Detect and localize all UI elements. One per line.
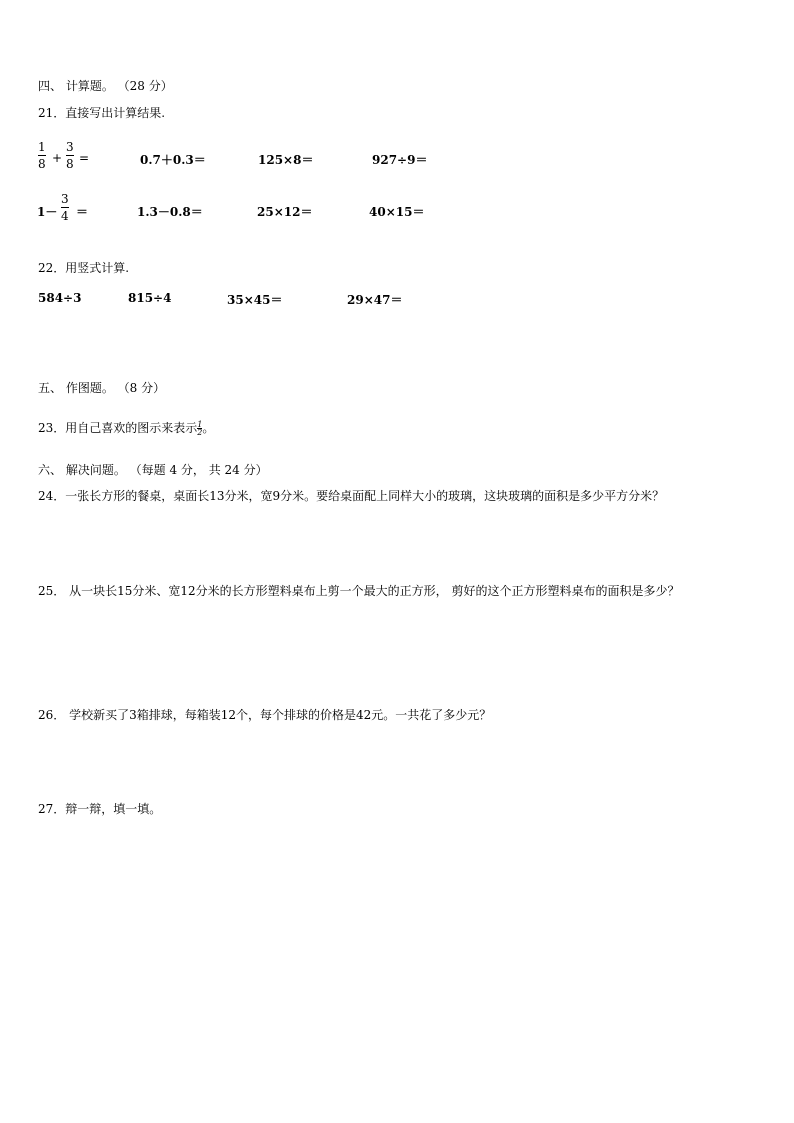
fraction-3-8: 3 8 <box>66 140 74 171</box>
expr-1-minus: 1－ <box>37 205 58 219</box>
q25-text: 25． 从一块长15分米、宽12分米的长方形塑料桌布上剪一个最大的正方形， 剪好的这个正方形塑料桌布的面积是多少？ <box>38 584 680 598</box>
expr-1.3-0.8: 1.3－0.8＝ <box>137 205 203 219</box>
section-5-title: 五、 作图题。 （8 分） <box>38 381 166 395</box>
section-4-title: 四、 计算题。 （28 分） <box>38 79 173 93</box>
q27-text: 27．辩一辩，填一填。 <box>38 802 162 816</box>
fraction-1-2: $\frac{1}{2}$ <box>197 420 203 437</box>
q22-item-1: 584÷3 <box>38 291 82 305</box>
q24-text: 24．一张长方形的餐桌，桌面长13分米，宽9分米。要给桌面配上同样大小的玻璃，这块玻璃的面积是多少平方分米？ <box>38 489 665 503</box>
equals-sign: = <box>79 151 90 165</box>
expr-25x12: 25×12＝ <box>257 205 313 219</box>
q22-item-2: 815÷4 <box>128 291 172 305</box>
q23-text-before: 23．用自己喜欢的图示来表示 <box>38 421 198 435</box>
q21-title: 21．直接写出计算结果. <box>38 106 166 120</box>
expr-125x8: 125×8＝ <box>258 153 314 167</box>
plus-sign: + <box>52 151 63 165</box>
section-6-title: 六、 解决问题。 （每题 4 分， 共 24 分） <box>38 463 268 477</box>
fraction-3-4: 3 4 <box>61 192 69 223</box>
expr-40x15: 40×15＝ <box>369 205 425 219</box>
expr-927div9: 927÷9＝ <box>372 153 428 167</box>
q22-item-3: 35×45＝ <box>227 293 283 307</box>
q22-title: 22．用竖式计算. <box>38 261 130 275</box>
equals-sign-2: ＝ <box>76 205 89 219</box>
q22-item-4: 29×47＝ <box>347 293 403 307</box>
q23-text-after: 。 <box>202 421 215 435</box>
expr-0.7+0.3: 0.7＋0.3＝ <box>140 153 206 167</box>
q23-text <box>38 420 214 436</box>
fraction-1-8: 1 8 <box>38 140 46 171</box>
q26-text: 26． 学校新买了3箱排球，每箱装12个，每个排球的价格是42元。一共花了多少元？ <box>38 708 492 722</box>
